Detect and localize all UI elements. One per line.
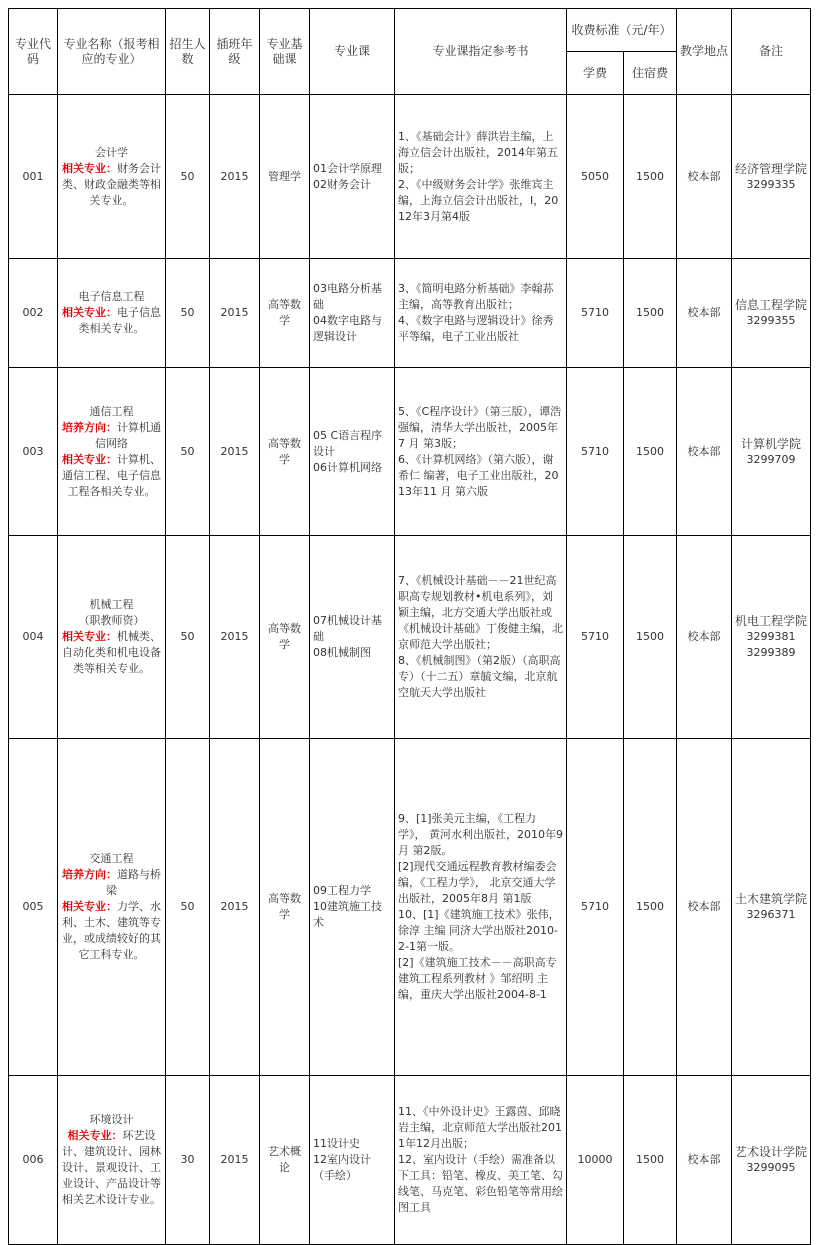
major-name-cell <box>58 1076 166 1245</box>
basic-course-cell: 高等数学 <box>260 536 310 739</box>
college-phone: 3299355 <box>746 314 796 327</box>
dorm-cell: 1500 <box>624 739 677 1076</box>
major-name: 交通工程 <box>89 852 134 865</box>
grade-cell: 2015 <box>210 259 260 368</box>
grade-cell: 2015 <box>210 739 260 1076</box>
major-label: 相关专业： <box>67 1129 123 1142</box>
course-cell: 03电路分析基础 04数字电路与逻辑设计 <box>310 259 395 368</box>
books-cell: 9、[1]张美元主编，《工程力学》， 黄河水利出版社，2010年9月 第2版。 [2]现代交通远程教育教材编委会编，《工程力学》， 北京交通大学出版社，2005年8月 第1版 10、[1]《建筑施工技术》张伟，徐淳 主编 同济大学出版社2010-2-1第一版。 [2]《建筑施工技术－－高职高专建筑工程系列教材 》邹绍明 主编，重庆大学出版社2004-8-1 <box>395 739 567 1076</box>
basic-course-cell: 高等数学 <box>260 259 310 368</box>
tuition-cell: 5710 <box>567 536 624 739</box>
major-name-cell <box>58 536 166 739</box>
dorm-cell: 1500 <box>624 95 677 259</box>
books-cell: 5、《C程序设计》（第三版），谭浩强编，清华大学出版社，2005年7 月 第3版； 6、《计算机网络》（第六版），谢希仁 编著，电子工业出版社，2013年11 月 第六版 <box>395 368 567 536</box>
tuition-cell: 5050 <box>567 95 624 259</box>
code-cell: 002 <box>9 259 58 368</box>
header-name: 专业名称（报考相应的专业） <box>58 9 166 95</box>
major-label: 相关专业： <box>62 630 117 643</box>
header-fee: 收费标准（元/年） <box>567 9 677 52</box>
header-course: 专业课 <box>310 9 395 95</box>
admission-table <box>8 8 811 1245</box>
table-row <box>9 259 811 368</box>
quota-cell: 30 <box>166 1076 210 1245</box>
course-cell: 05 C语言程序设计 06计算机网络 <box>310 368 395 536</box>
header-basic: 专业基础课 <box>260 9 310 95</box>
header-note: 备注 <box>732 9 811 95</box>
dorm-cell: 1500 <box>624 368 677 536</box>
course-cell: 07机械设计基础 08机械制图 <box>310 536 395 739</box>
major-label-2: 相关专业： <box>62 452 117 466</box>
location-cell: 校本部 <box>677 536 732 739</box>
table-row <box>9 95 811 259</box>
major-name-cell <box>58 95 166 259</box>
books-cell: 7、《机械设计基础－－21世纪高职高专规划教材•机电系列》，刘颖主编，北方交通大学出版社或《机械设计基础》丁俊健主编，北京师范大学出版社； 8、《机械制图》（第2版）（高职高专）（十二五）章毓文编，北京航空航天大学出版社 <box>395 536 567 739</box>
location-cell: 校本部 <box>677 259 732 368</box>
table-row <box>9 739 811 1076</box>
basic-course-cell: 高等数学 <box>260 739 310 1076</box>
course-cell: 11设计史 12室内设计（手绘） <box>310 1076 395 1245</box>
header-tuition: 学费 <box>567 52 624 95</box>
major-label: 培养方向： <box>62 420 117 434</box>
table-row <box>9 536 811 739</box>
location-cell: 校本部 <box>677 1076 732 1245</box>
dorm-cell: 1500 <box>624 1076 677 1245</box>
header-location: 教学地点 <box>677 9 732 95</box>
header-code: 专业代码 <box>9 9 58 95</box>
code-cell: 004 <box>9 536 58 739</box>
course-cell: 09工程力学 10建筑施工技术 <box>310 739 395 1076</box>
college-name: 机电工程学院 <box>735 614 808 628</box>
major-desc: 财务会计类、财政金融类等相关专业。 <box>62 161 161 207</box>
major-label: 相关专业： <box>62 306 117 319</box>
tuition-cell: 5710 <box>567 739 624 1076</box>
note-cell <box>732 1076 811 1245</box>
header-dorm: 住宿费 <box>624 52 677 95</box>
major-label: 相关专业： <box>62 161 117 175</box>
note-cell <box>732 739 811 1076</box>
code-cell: 006 <box>9 1076 58 1245</box>
note-cell <box>732 259 811 368</box>
table-row <box>9 368 811 536</box>
tuition-cell: 5710 <box>567 259 624 368</box>
major-name: 会计学 <box>95 145 128 159</box>
major-desc-2: 计算机、通信工程、电子信息工程各相关专业。 <box>62 452 161 498</box>
header-quota: 招生人数 <box>166 9 210 95</box>
tuition-cell: 10000 <box>567 1076 624 1245</box>
major-label: 培养方向： <box>62 868 117 881</box>
college-name: 计算机学院 <box>741 436 802 451</box>
code-cell: 005 <box>9 739 58 1076</box>
major-desc: 电子信息类相关专业。 <box>78 306 161 335</box>
major-name: 环境设计 <box>89 1113 134 1126</box>
tuition-cell: 5710 <box>567 368 624 536</box>
college-phone: 3296371 <box>746 908 796 921</box>
quota-cell: 50 <box>166 95 210 259</box>
major-desc: 机械类、自动化类和机电设备类等相关专业。 <box>62 630 161 675</box>
college-name: 信息工程学院 <box>735 298 808 312</box>
major-desc: 环艺设计、建筑设计、园林设计、景观设计、工业设计、产品设计等相关艺术设计专业。 <box>62 1129 161 1206</box>
grade-cell: 2015 <box>210 1076 260 1245</box>
location-cell: 校本部 <box>677 95 732 259</box>
college-phone: 3299381 3299389 <box>746 630 796 659</box>
college-name: 经济管理学院 <box>735 161 808 176</box>
table-row <box>9 1076 811 1245</box>
dorm-cell: 1500 <box>624 536 677 739</box>
grade-cell: 2015 <box>210 95 260 259</box>
major-name: 电子信息工程 <box>78 290 145 303</box>
books-cell: 11、《中外设计史》王露茵、邱晓岩主编，北京师范大学出版社2011年12月出版； 12、室内设计（手绘）需准备以下工具：铅笔、橡皮、美工笔、勾线笔、马克笔、彩色铅笔等常用绘图工具 <box>395 1076 567 1245</box>
college-phone: 3299709 <box>746 452 796 466</box>
code-cell: 003 <box>9 368 58 536</box>
college-phone: 3299095 <box>746 1161 796 1174</box>
college-name: 土木建筑学院 <box>735 892 808 906</box>
basic-course-cell: 艺术概论 <box>260 1076 310 1245</box>
location-cell: 校本部 <box>677 368 732 536</box>
major-name-cell <box>58 259 166 368</box>
quota-cell: 50 <box>166 259 210 368</box>
note-cell <box>732 536 811 739</box>
location-cell: 校本部 <box>677 739 732 1076</box>
basic-course-cell: 高等数学 <box>260 368 310 536</box>
grade-cell: 2015 <box>210 536 260 739</box>
major-desc: 道路与桥梁 <box>106 868 161 897</box>
books-cell: 1、《基础会计》薛洪岩主编，上海立信会计出版社，2014年第五版； 2、《中级财务会计学》张维宾主编，上海立信会计出版社，I，2012年3月第4版 <box>395 95 567 259</box>
major-name-cell <box>58 739 166 1076</box>
basic-course-cell: 管理学 <box>260 95 310 259</box>
major-label-2: 相关专业： <box>62 900 117 913</box>
note-cell <box>732 368 811 536</box>
quota-cell: 50 <box>166 536 210 739</box>
major-name: 机械工程 （职教师资） <box>78 598 145 627</box>
college-phone: 3299335 <box>746 177 796 191</box>
grade-cell: 2015 <box>210 368 260 536</box>
books-cell: 3、《简明电路分析基础》李翰荪主编，高等教育出版社； 4、《数字电路与逻辑设计》徐秀平等编，电子工业出版社 <box>395 259 567 368</box>
course-cell: 01会计学原理 02财务会计 <box>310 95 395 259</box>
major-name: 通信工程 <box>89 404 134 418</box>
dorm-cell: 1500 <box>624 259 677 368</box>
major-desc-2: 力学、水利、土木、建筑等专业，或成绩较好的其它工科专业。 <box>62 900 161 961</box>
college-name: 艺术设计学院 <box>735 1145 808 1159</box>
quota-cell: 50 <box>166 739 210 1076</box>
quota-cell: 50 <box>166 368 210 536</box>
header-books: 专业课指定参考书 <box>395 9 567 95</box>
major-name-cell <box>58 368 166 536</box>
major-desc: 计算机通信网络 <box>95 420 161 450</box>
header-grade: 插班年级 <box>210 9 260 95</box>
code-cell: 001 <box>9 95 58 259</box>
note-cell <box>732 95 811 259</box>
